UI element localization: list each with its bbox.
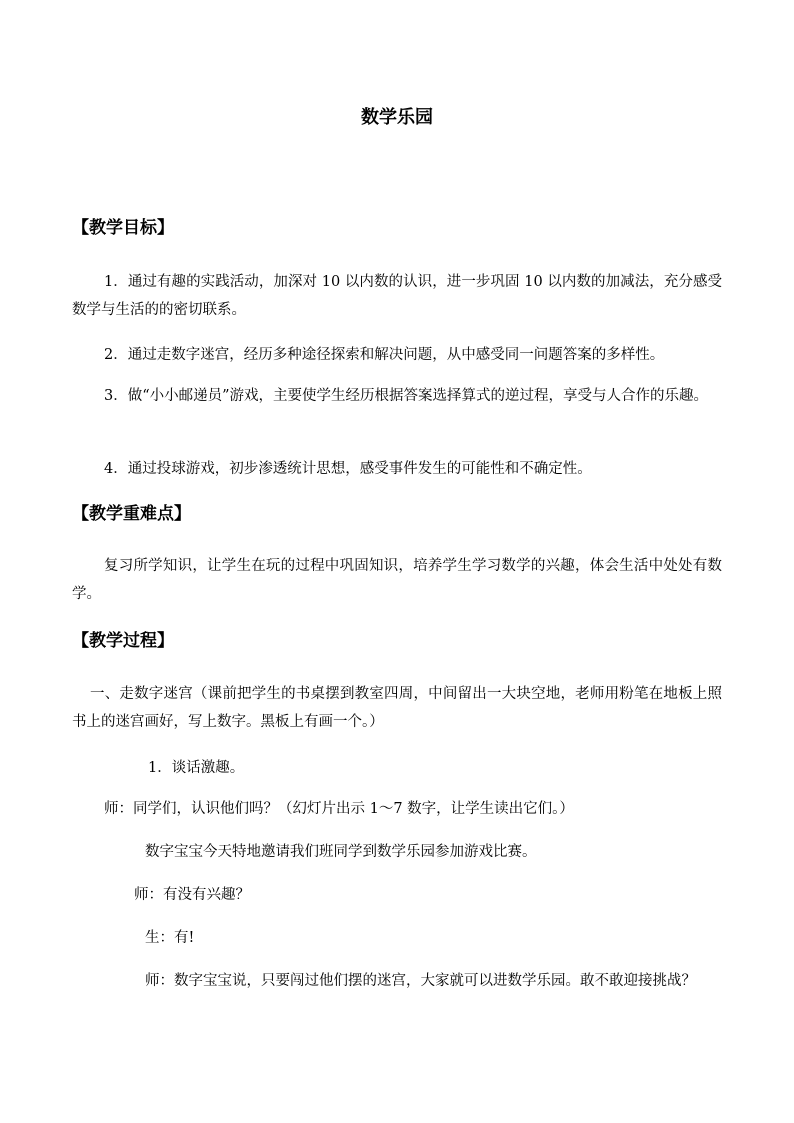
goal-item-3: 3．做“小小邮递员”游戏，主要使学生经历根据答案选择算式的逆过程，享受与人合作的乐趣。 — [104, 388, 709, 404]
teacher-line-3: 师：数字宝宝说，只要闯过他们摆的迷宫，大家就可以进数学乐园。敢不敢迎接挑战？ — [145, 973, 696, 989]
document-title: 数学乐园 — [361, 107, 433, 128]
heading-process: 【教学过程】 — [72, 631, 174, 651]
process-intro: 一、走数字迷宫（课前把学生的书桌摆到教室四周，中间留出一大块空地，老师用粉笔在地板上照书上的迷宫画好，写上数字。黑板上有画一个。） — [72, 686, 722, 730]
key-points-text: 复习所学知识，让学生在玩的过程中巩固知识，培养学生学习数学的兴趣，体会生活中处处有数学。 — [72, 558, 722, 602]
process-step-1: 1．谈话激趣。 — [148, 760, 245, 776]
teacher-line-1: 师：同学们，认识他们吗？（幻灯片出示 1～7 数字，让学生读出它们。） — [104, 801, 574, 817]
narration-line: 数字宝宝今天特地邀请我们班同学到数学乐园参加游戏比赛。 — [145, 844, 537, 860]
teacher-line-2: 师：有没有兴趣？ — [134, 887, 250, 903]
heading-key-points: 【教学重难点】 — [72, 504, 191, 524]
goal-item-2: 2．通过走数字迷宫，经历多种途径探索和解决问题，从中感受同一问题答案的多样性。 — [104, 347, 665, 363]
student-line-1: 生：有! — [145, 930, 195, 946]
goal-item-4: 4．通过投球游戏，初步渗透统计思想，感受事件发生的可能性和不确定性。 — [104, 461, 592, 477]
heading-goals: 【教学目标】 — [72, 218, 174, 238]
goal-item-1: 1．通过有趣的实践活动，加深对 10 以内数的认识，进一步巩固 10 以内数的加减法，充分感受数学与生活的的密切联系。 — [72, 274, 722, 318]
